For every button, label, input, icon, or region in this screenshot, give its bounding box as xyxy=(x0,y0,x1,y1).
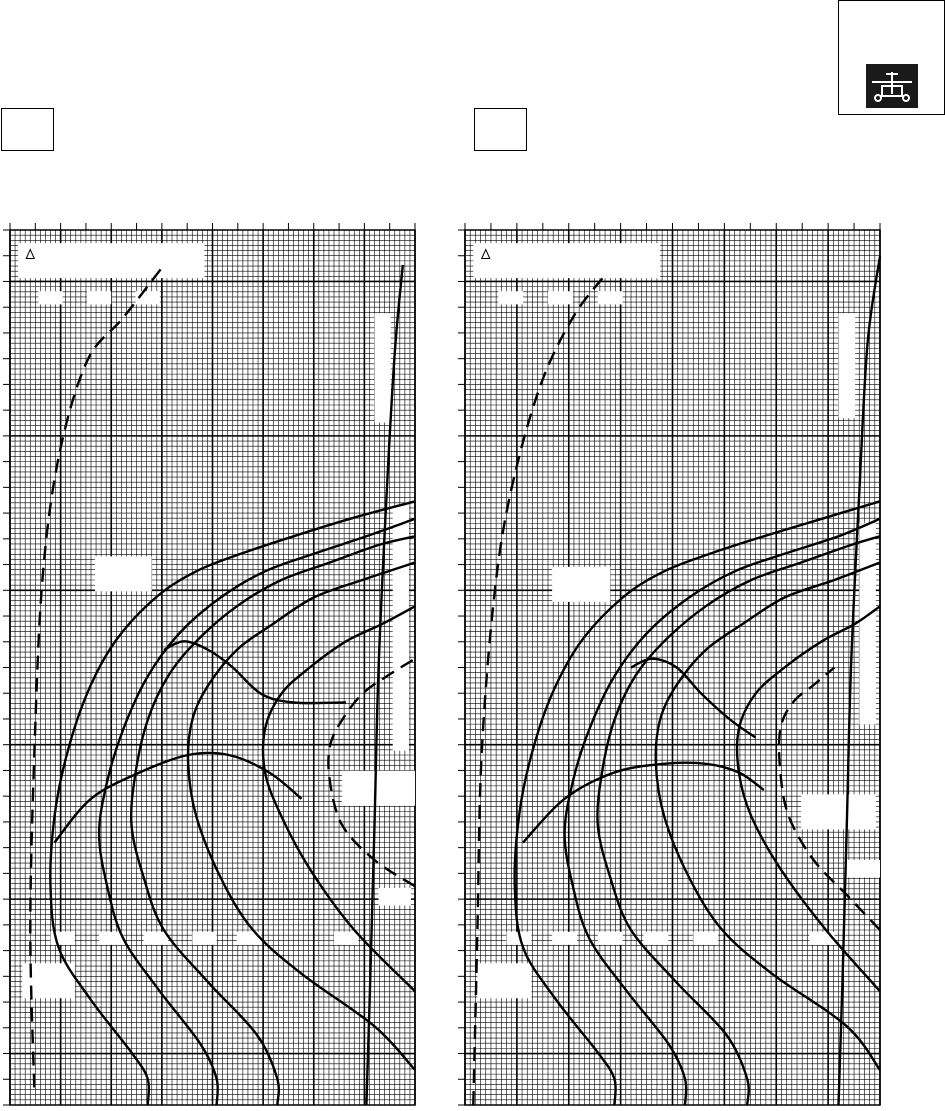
chart-right xyxy=(458,223,880,1105)
label-mask xyxy=(342,771,415,806)
label-mask xyxy=(548,291,573,304)
label-mask xyxy=(859,523,876,724)
label-mask xyxy=(379,888,411,906)
label-mask xyxy=(477,963,531,998)
label-mask xyxy=(498,291,523,304)
label-mask xyxy=(95,556,152,591)
label-mask xyxy=(144,932,168,945)
series-line-8 xyxy=(523,763,764,843)
label-mask xyxy=(18,243,204,278)
label-mask xyxy=(375,313,391,422)
label-mask xyxy=(839,313,856,418)
series-line-4 xyxy=(188,563,415,1071)
label-mask xyxy=(598,291,623,304)
label-mask xyxy=(598,932,623,945)
label-mask xyxy=(552,567,610,602)
label-mask xyxy=(393,506,409,751)
label-mask xyxy=(693,932,718,945)
label-mask xyxy=(334,932,358,945)
chart-left xyxy=(3,223,415,1105)
label-mask xyxy=(643,932,668,945)
label-mask xyxy=(87,291,111,304)
label-mask xyxy=(847,860,880,878)
label-mask xyxy=(552,932,577,945)
label-mask xyxy=(38,291,62,304)
label-mask xyxy=(192,932,216,945)
label-mask xyxy=(801,794,876,829)
label-mask xyxy=(473,243,660,278)
